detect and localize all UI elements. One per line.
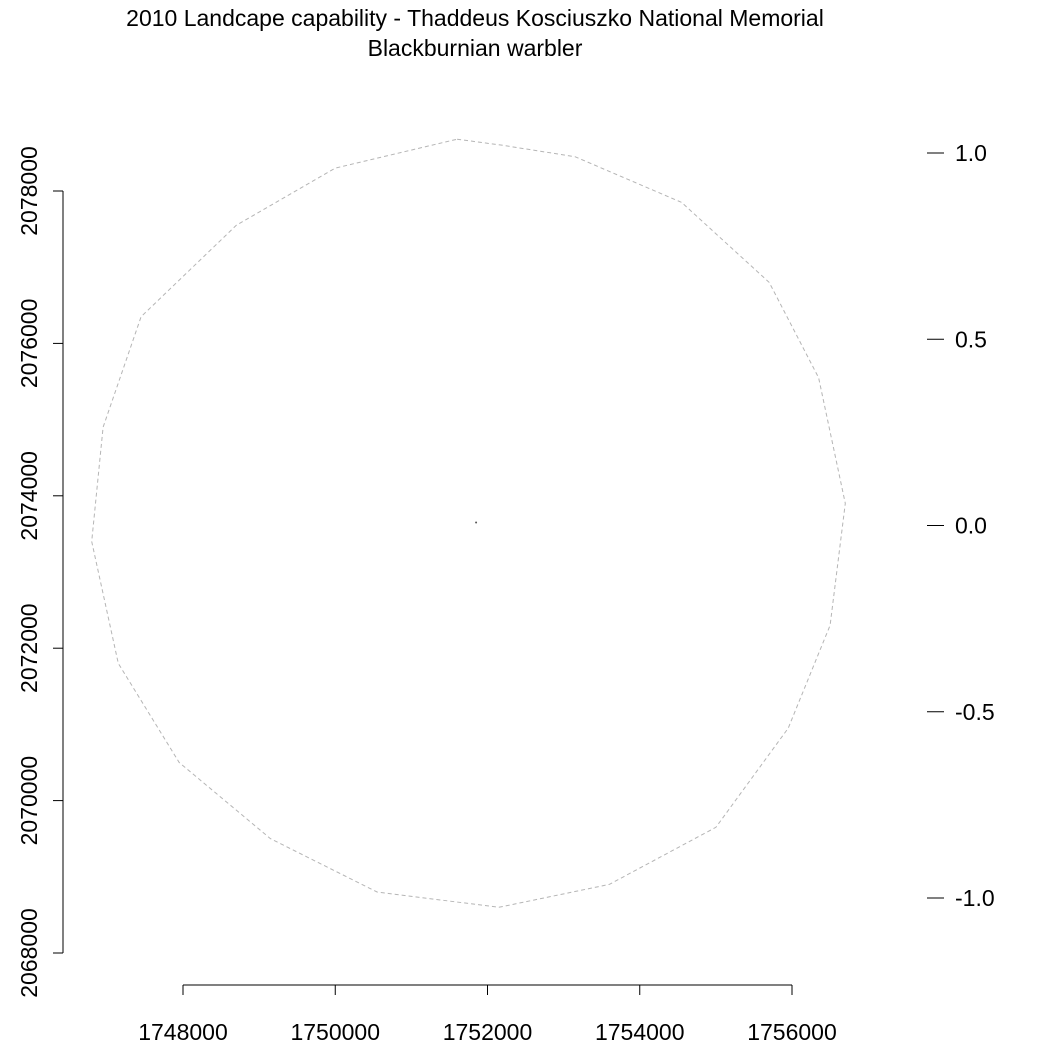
chart-title: 2010 Landcape capability - Thaddeus Kosciuszko National Memorial [126, 5, 824, 31]
x-tick-label: 1754000 [594, 1019, 685, 1045]
legend-scale-label: -0.5 [955, 698, 995, 725]
chart-subtitle: Blackburnian warbler [367, 35, 583, 61]
x-tick-label: 1756000 [747, 1019, 837, 1045]
x-tick-label: 1748000 [138, 1019, 228, 1045]
y-tick-label: 2072000 [16, 603, 42, 693]
y-tick-label: 2068000 [16, 908, 42, 998]
y-tick-label: 2070000 [16, 755, 42, 846]
y-tick-label: 2074000 [16, 451, 42, 541]
y-tick-label: 2078000 [16, 146, 42, 236]
x-tick-label: 1750000 [290, 1019, 381, 1045]
legend-scale-axis [927, 140, 995, 911]
x-axis [138, 985, 837, 1045]
y-tick-label: 2076000 [16, 298, 42, 389]
park-boundary-line [92, 139, 846, 907]
legend-scale-label: 1.0 [955, 140, 987, 166]
data-point [475, 521, 477, 523]
legend-scale-label: 0.5 [955, 326, 987, 353]
legend-scale-label: 0.0 [955, 512, 987, 539]
x-tick-label: 1752000 [442, 1019, 533, 1045]
legend-scale-label: -1.0 [955, 885, 995, 911]
y-axis [16, 146, 63, 998]
